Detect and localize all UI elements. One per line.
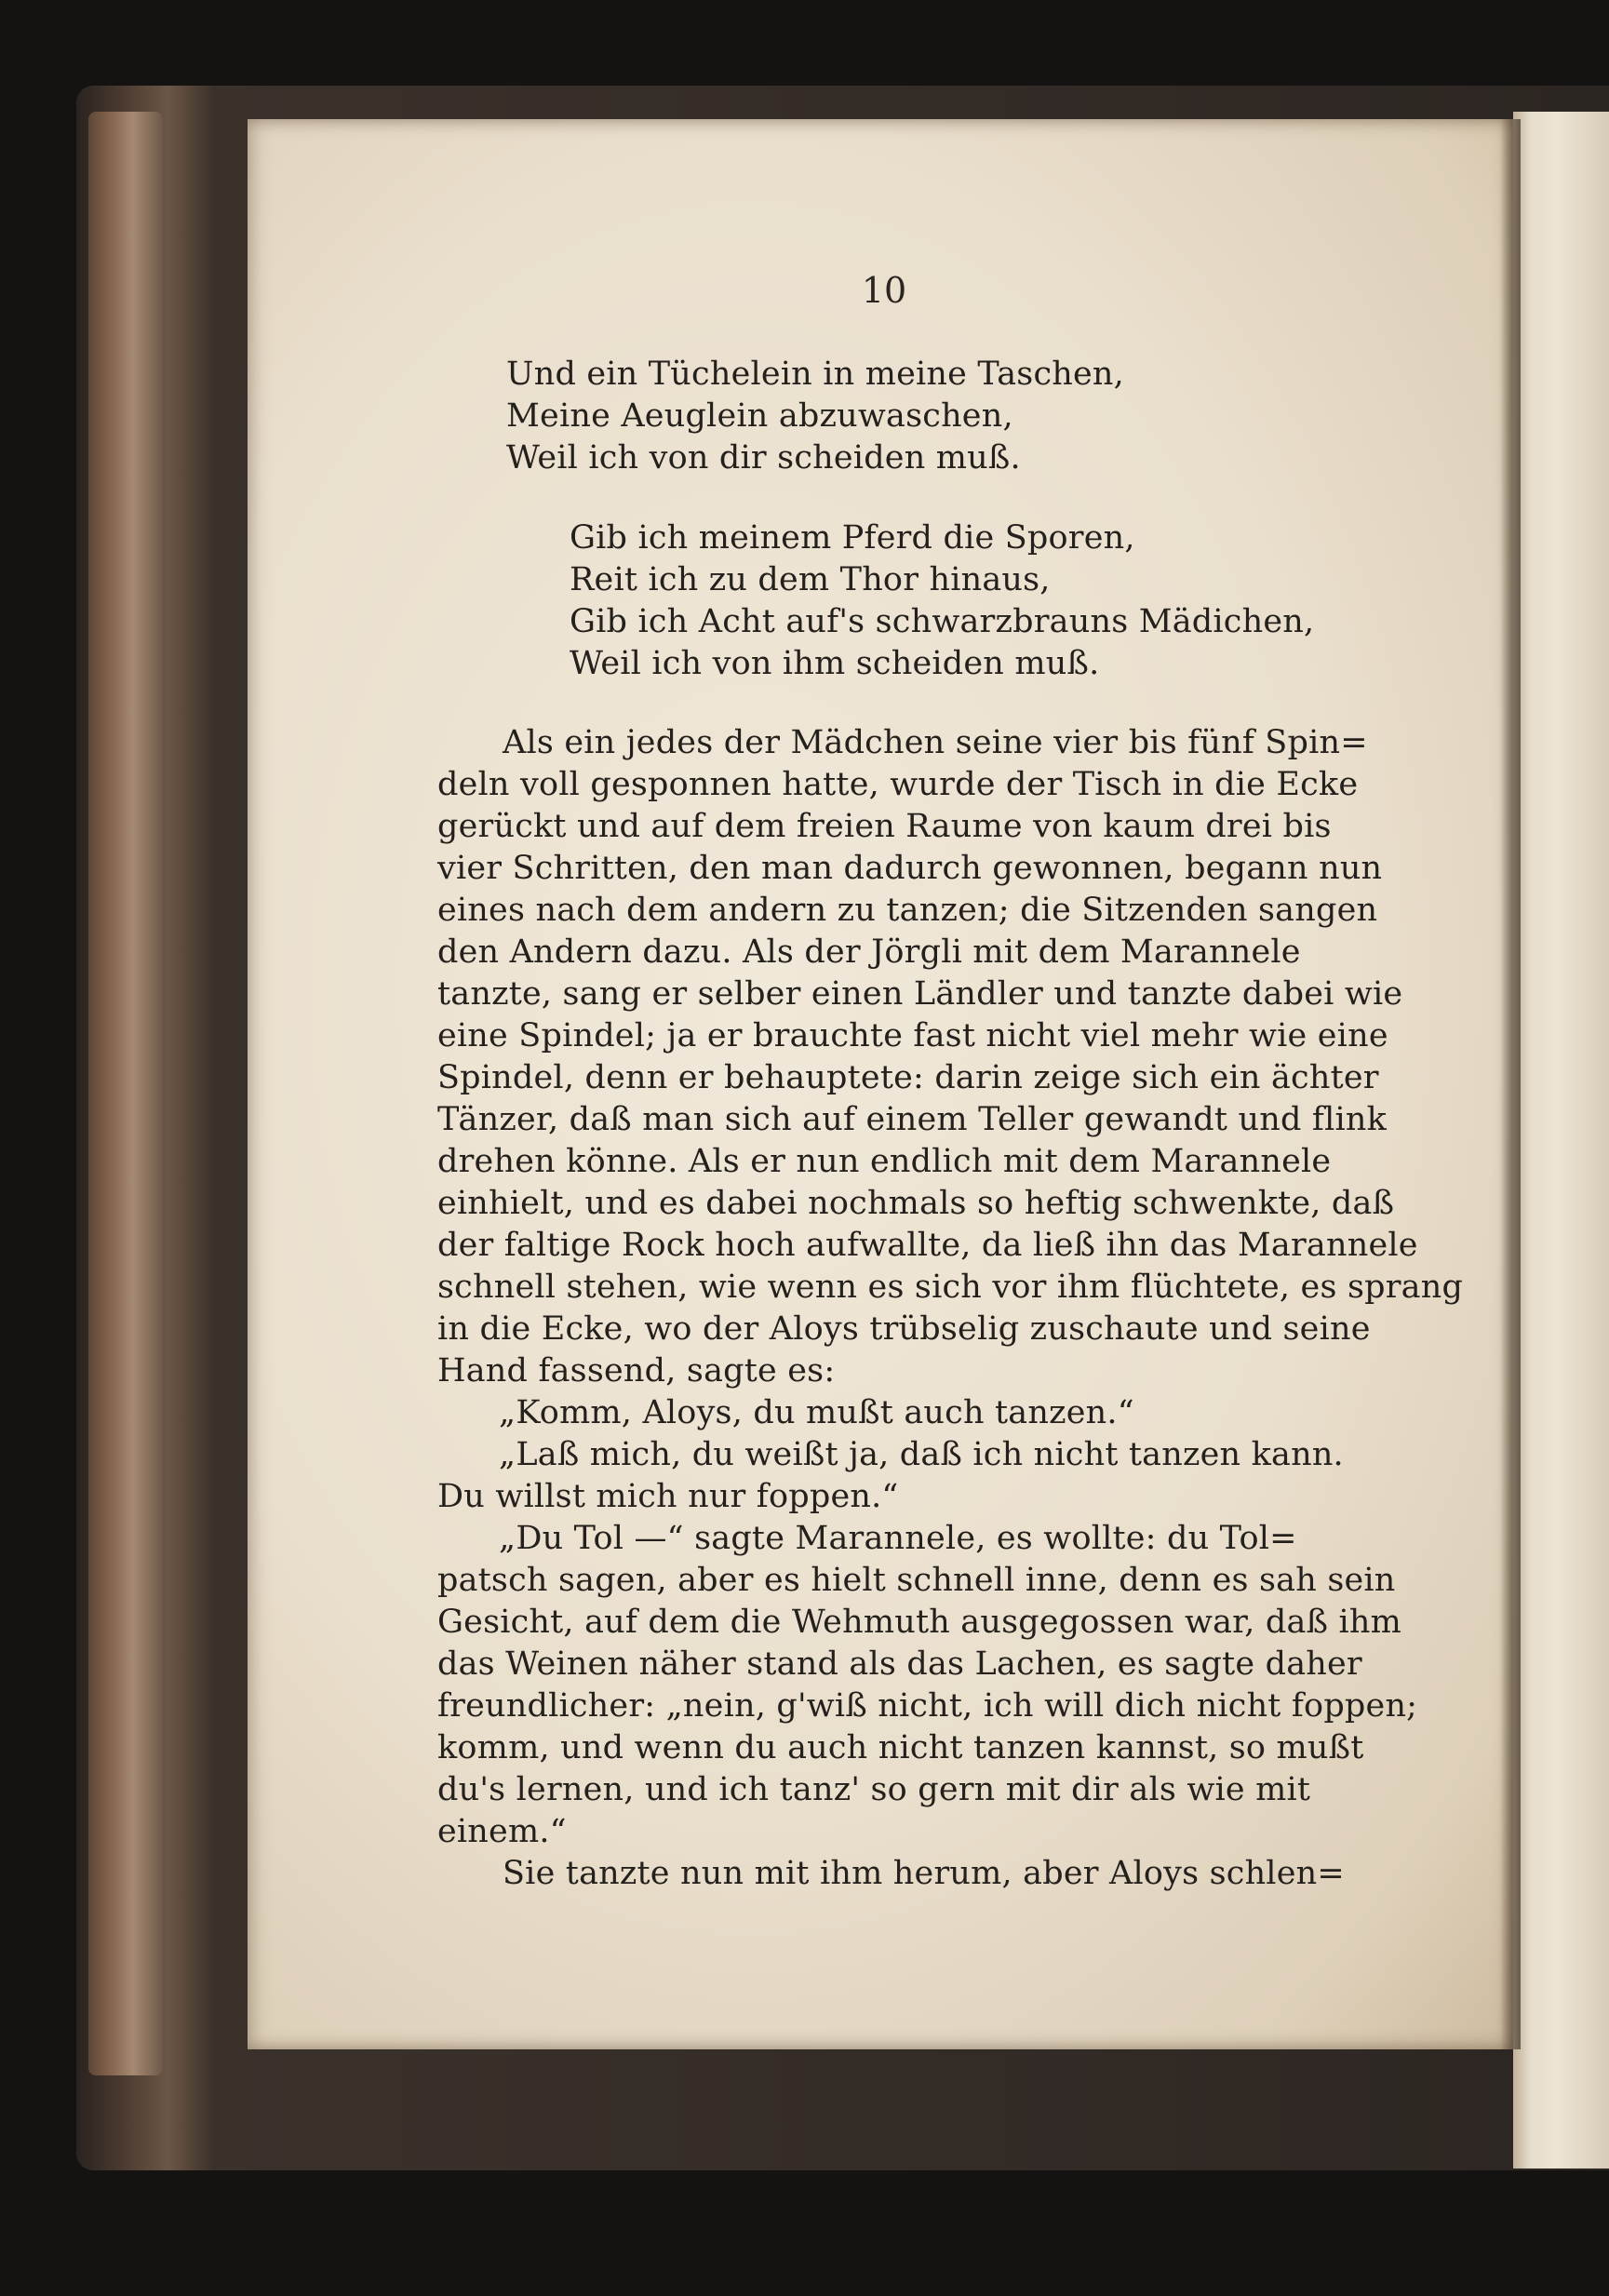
prose-line: einhielt, und es dabei nochmals so heftig schwenkte, daß [437,1185,1395,1222]
prose-line: patsch sagen, aber es hielt schnell inne, denn es sah sein [437,1562,1396,1599]
prose-line: „Laß mich, du weißt ja, daß ich nicht tanzen kann. [499,1436,1344,1473]
prose-line: Du willst mich nur foppen.“ [437,1478,899,1515]
book-spine-edge [88,112,163,2075]
poem-stanza-2 [570,517,1314,685]
prose-line: Hand fassend, sagte es: [437,1352,836,1390]
poem-stanza-1 [506,354,1124,479]
stanza-line: Und ein Tüchelein in meine Taschen, [506,356,1124,393]
prose-line: vier Schritten, den man dadurch gewonnen, begann nun [437,850,1383,887]
prose-body [437,722,1463,1895]
prose-line: Als ein jedes der Mädchen seine vier bis fünf Spin= [503,724,1368,761]
prose-line: eine Spindel; ja er brauchte fast nicht viel mehr wie eine [437,1017,1388,1054]
page-gutter-shadow [1500,119,1521,2049]
prose-line: komm, und wenn du auch nicht tanzen kannst, so mußt [437,1729,1364,1766]
prose-line: Spindel, denn er behauptete: darin zeige sich ein ächter [437,1059,1379,1096]
stanza-line: Gib ich meinem Pferd die Sporen, [570,519,1135,557]
prose-line: einem.“ [437,1813,567,1850]
prose-line: in die Ecke, wo der Aloys trübselig zuschaute und seine [437,1310,1371,1348]
prose-line: deln voll gesponnen hatte, wurde der Tisch in die Ecke [437,766,1359,803]
prose-line: „Du Tol —“ sagte Marannele, es wollte: du Tol= [499,1520,1297,1557]
stanza-line: Reit ich zu dem Thor hinaus, [570,561,1051,598]
prose-line: Gesicht, auf dem die Wehmuth ausgegossen war, daß ihm [437,1604,1402,1641]
prose-line: schnell stehen, wie wenn es sich vor ihm flüchtete, es sprang [437,1269,1464,1306]
stanza-line: Weil ich von ihm scheiden muß. [570,645,1100,682]
prose-line: freundlicher: „nein, g'wiß nicht, ich will dich nicht foppen; [437,1687,1418,1725]
stanza-line: Gib ich Acht auf's schwarzbrauns Mädichen, [570,603,1315,640]
facing-page-edge [1513,112,1609,2168]
prose-line: Tänzer, daß man sich auf einem Teller gewandt und flink [437,1101,1388,1138]
prose-line: gerückt und auf dem freien Raume von kaum drei bis [437,808,1332,845]
prose-line: Sie tanzte nun mit ihm herum, aber Aloys schlen= [503,1855,1345,1892]
prose-line: der faltige Rock hoch aufwallte, da ließ ihn das Marannele [437,1227,1418,1264]
prose-line: eines nach dem andern zu tanzen; die Sitzenden sangen [437,892,1378,929]
prose-line: den Andern dazu. Als der Jörgli mit dem Marannele [437,933,1301,971]
prose-line: du's lernen, und ich tanz' so gern mit dir als wie mit [437,1771,1311,1808]
page-number: 10 [861,270,907,311]
prose-line: „Komm, Aloys, du mußt auch tanzen.“ [499,1394,1134,1431]
prose-line: drehen könne. Als er nun endlich mit dem Marannele [437,1143,1332,1180]
stanza-line: Meine Aeuglein abzuwaschen, [506,397,1013,435]
prose-line: tanzte, sang er selber einen Ländler und tanzte dabei wie [437,975,1403,1013]
prose-line: das Weinen näher stand als das Lachen, es sagte daher [437,1645,1362,1683]
stanza-line: Weil ich von dir scheiden muß. [506,439,1021,477]
